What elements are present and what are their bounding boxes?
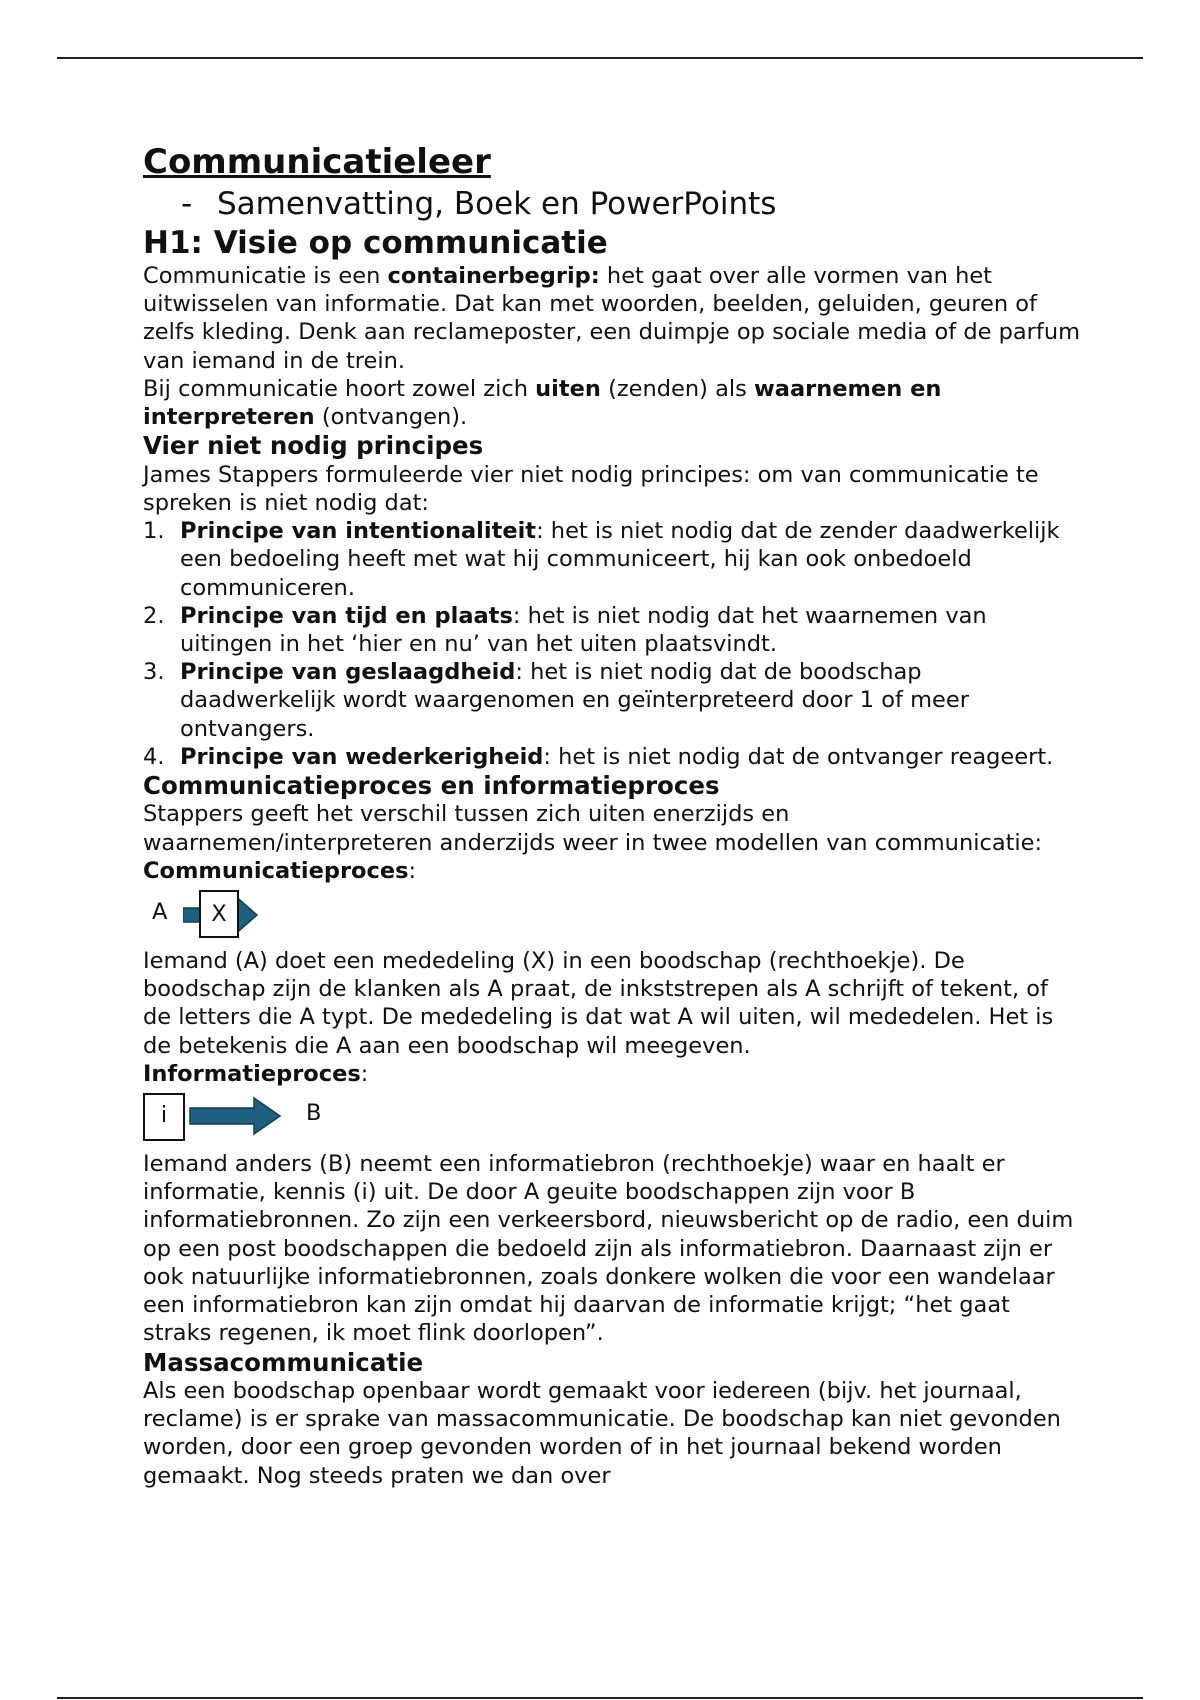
informatieproces-label [143, 1060, 1083, 1088]
principes-list [143, 517, 1083, 771]
list-item [143, 517, 1083, 602]
intro-text: (zenden) als [600, 375, 754, 402]
section-heading-processen: Communicatieproces en informatieproces [143, 770, 720, 800]
list-number: 4. [143, 743, 165, 770]
intro-bold-term: waarnemen en interpreteren [143, 375, 942, 431]
arrow-icon [188, 1096, 288, 1140]
subtitle-text: Samenvatting, Boek en PowerPoints [217, 186, 777, 222]
processen-intro: Stappers geeft het verschil tussen zich uiten enerzijds en waarnemen/interpreteren anderzijds weer in twee modellen van communicatie: [143, 801, 1043, 856]
footer-rule [57, 1697, 1143, 1699]
header-rule [57, 57, 1143, 59]
list-text: : het is niet nodig dat het waarnemen van uitingen in het ‘hier en nu’ van het uiten plaatsvindt. [180, 602, 987, 657]
list-term: Principe van intentionaliteit [180, 518, 537, 545]
list-term: Principe van geslaagdheid [180, 659, 516, 686]
list-number: 3. [143, 659, 165, 686]
communicatieproces-text: Iemand (A) doet een mededeling (X) in een boodschap (rechthoekje). De boodschap zijn de klanken als A praat, de inkststrepen als A schrijft of tekent, of de letters die A typt. De mededeling is dat wat A wil uiten, wil mededelen. Het is de betekenis die A aan een boodschap wil meegeven. [143, 948, 1054, 1059]
intro-text: Communicatie is een [143, 263, 388, 289]
communicatieproces-diagram [143, 887, 1083, 943]
list-text: : het is niet nodig dat de ontvanger reageert. [543, 743, 1054, 770]
intro-text: het gaat over alle vormen van het uitwisselen van informatie. Dat kan met woorden, beelden, geluiden, geuren of zelfs kleding. Denk aan reclameposter, een duimpje op sociale media of de parfum van iemand in de trein. [143, 263, 1081, 374]
intro-bold-term: containerbegrip: [387, 263, 600, 289]
list-term: Principe van tijd en plaats [180, 602, 513, 629]
chapter-heading: H1: Visie op communicatie [143, 225, 608, 261]
list-item [143, 602, 1083, 658]
document-title: Communicatieleer [143, 142, 491, 182]
subtitle-marker: - [181, 186, 193, 222]
massacommunicatie-text: Als een boodschap openbaar wordt gemaakt voor iedereen (bijv. het journaal, reclame) is er sprake van massacommunicatie. De boodschap kan niet gevonden worden, door een groep gevonden worden of in het journaal bekend worden gemaakt. Nog steeds praten we dan over [143, 1378, 1061, 1489]
communicatieproces-label [143, 857, 1083, 885]
label-colon: : [360, 1060, 369, 1087]
label-bold: Communicatieproces [143, 857, 409, 884]
document-body [143, 140, 1083, 1490]
list-text: : het is niet nodig dat de boodschap daadwerkelijk wordt waargenomen en geïnterpreteerd door 1 of meer ontvangers. [180, 659, 969, 742]
intro-paragraph-2 [143, 375, 1083, 431]
list-number: 1. [143, 518, 165, 545]
list-item [143, 658, 1083, 743]
list-item [143, 743, 1083, 771]
list-text: : het is niet nodig dat de zender daadwerkelijk een bedoeling heeft met wat hij communiceert, hij kan ook onbedoeld communiceren. [180, 518, 1060, 601]
sender-label: A [152, 899, 168, 926]
label-colon: : [408, 857, 417, 884]
principes-intro: James Stappers formuleerde vier niet nodig principes: om van communicatie te spreken is niet nodig dat: [143, 461, 1039, 516]
list-term: Principe van wederkerigheid [180, 743, 544, 770]
receiver-label: B [306, 1100, 322, 1127]
informatieproces-diagram [143, 1090, 1083, 1146]
intro-text: Bij communicatie hoort zowel zich [143, 375, 536, 402]
list-number: 2. [143, 602, 165, 629]
intro-paragraph-1 [143, 262, 1083, 375]
source-box: i [143, 1093, 185, 1141]
section-heading-massacommunicatie: Massacommunicatie [143, 1347, 424, 1377]
label-bold: Informatieproces [143, 1060, 361, 1087]
message-box: X [199, 890, 239, 938]
intro-bold-term: uiten [535, 375, 601, 402]
document-subtitle [181, 184, 1083, 224]
intro-text: (ontvangen). [314, 404, 468, 431]
section-heading-principes: Vier niet nodig principes [143, 431, 484, 461]
informatieproces-text: Iemand anders (B) neemt een informatiebron (rechthoekje) waar en haalt er informatie, kennis (i) uit. De door A geuite boodschappen zijn voor B informatiebronnen. Zo zijn een verkeersbord, nieuwsbericht op de radio, een duim op een post boodschappen die bedoeld zijn als informatiebron. Daarnaast zijn er ook natuurlijke informatiebronnen, zoals donkere wolken die voor een wandelaar een informatiebron kan zijn omdat hij daarvan de informatie krijgt; “het gaat straks regenen, ik moet flink doorlopen”. [143, 1151, 1074, 1347]
